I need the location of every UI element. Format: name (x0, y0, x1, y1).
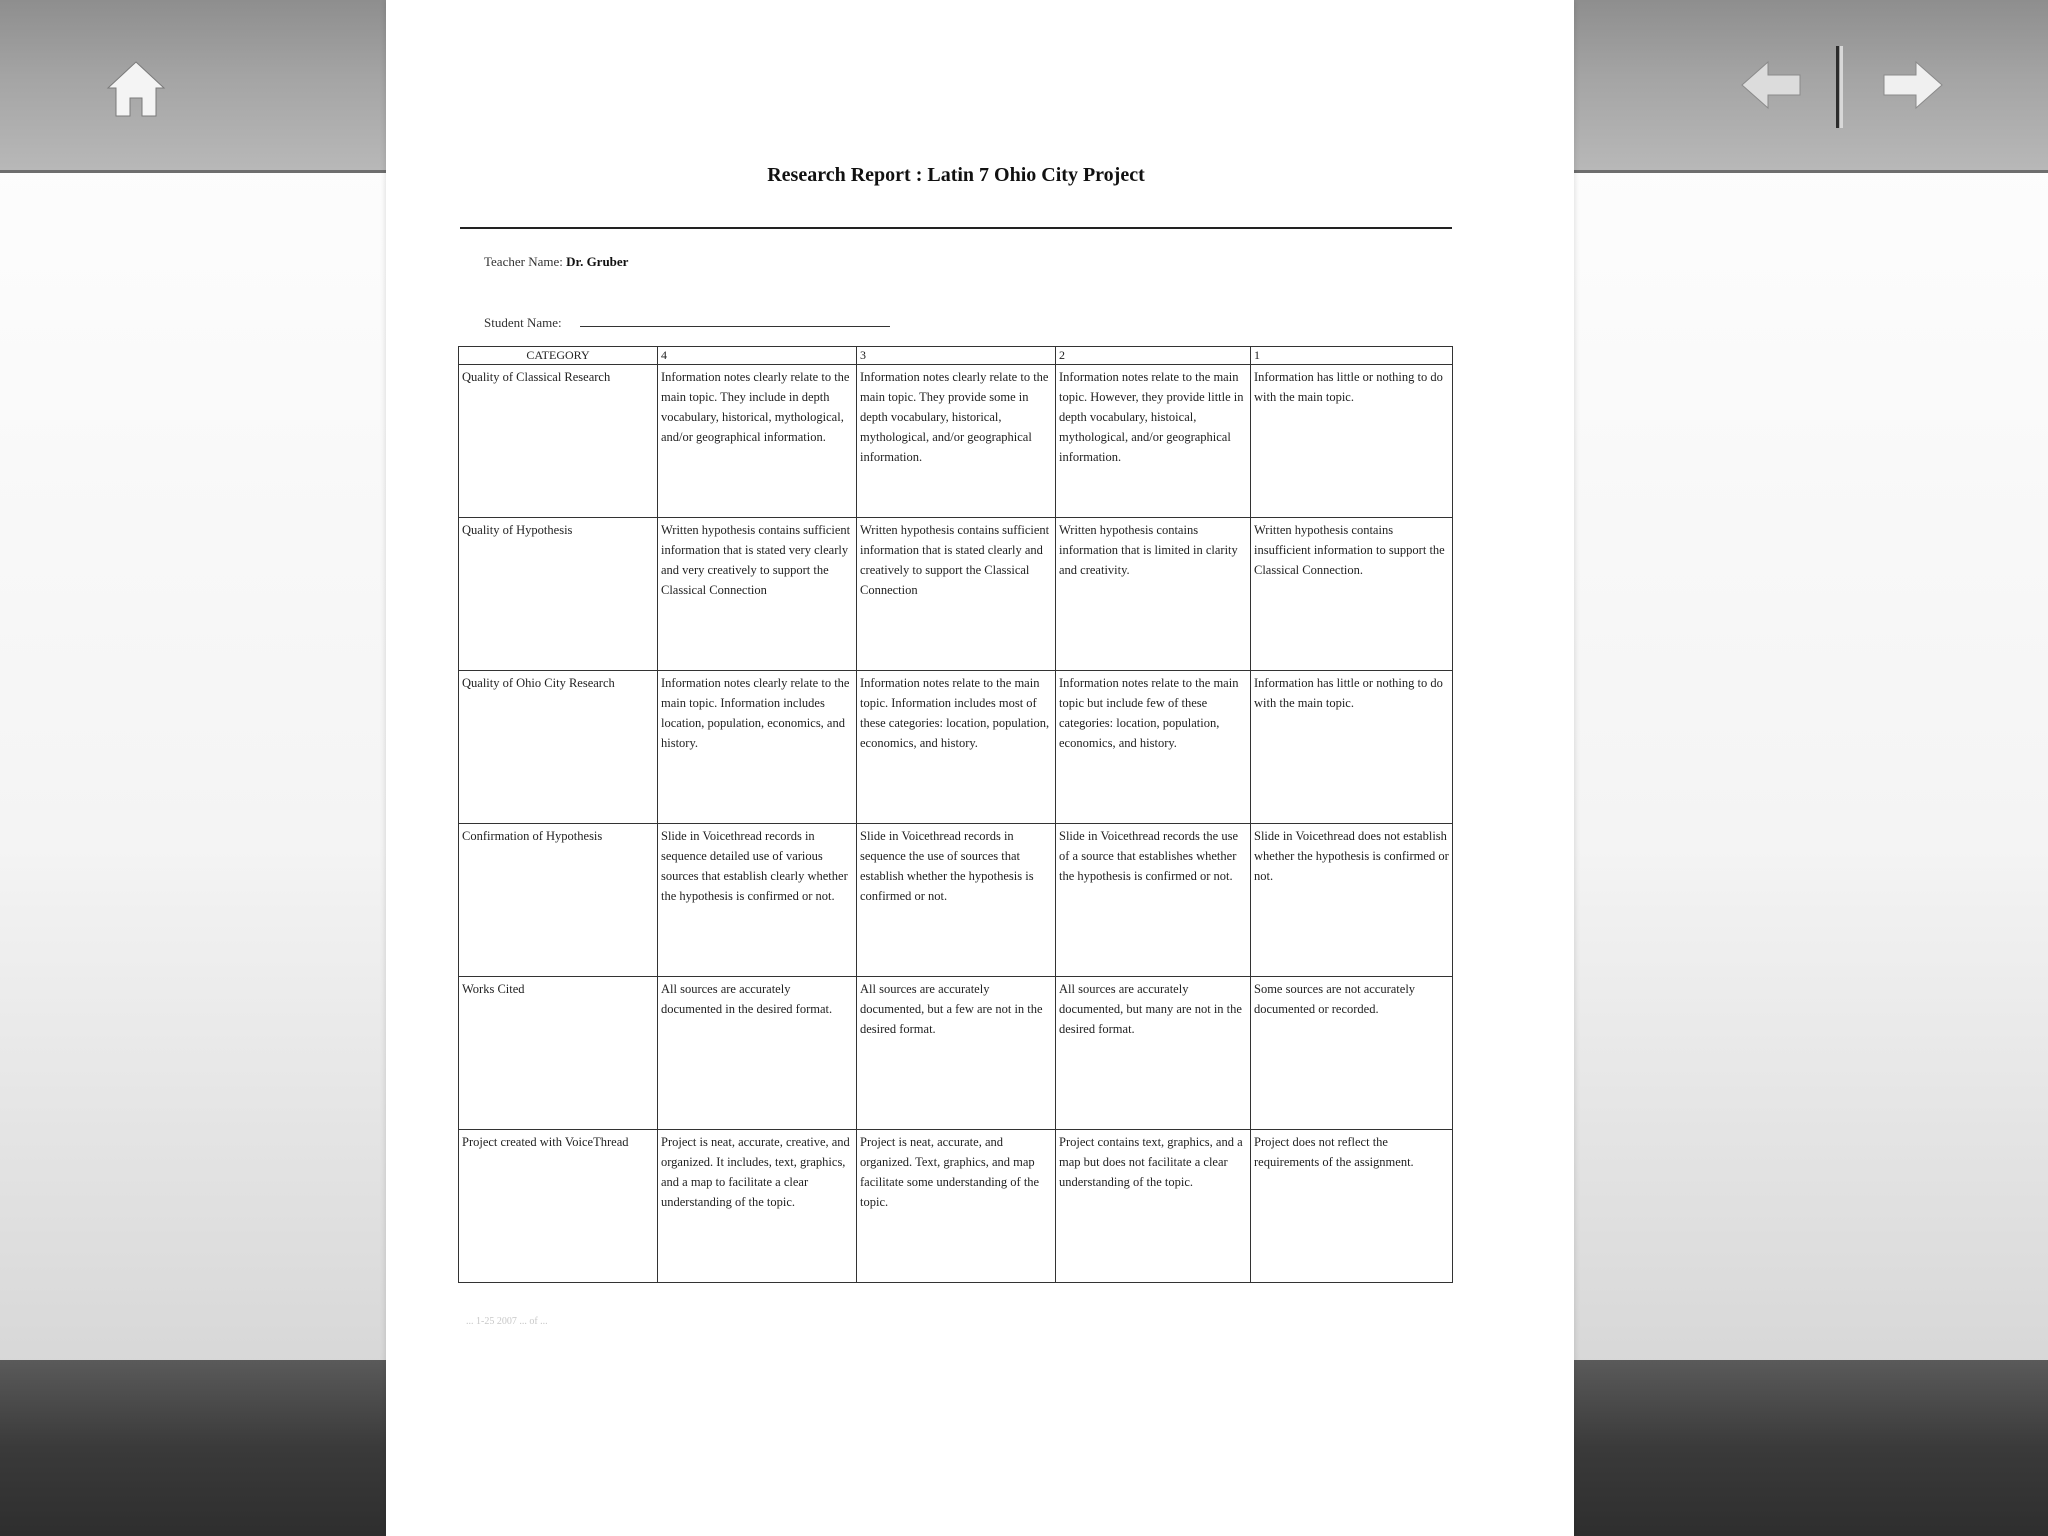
document-page (386, 0, 1574, 1536)
rubric-cell: Project is neat, accurate, creative, and organized. It includes, text, graphics, and a map to facilitate a clear understanding of the topic. (658, 1130, 857, 1283)
rubric-row (459, 1130, 1453, 1283)
teacher-label: Teacher Name: (484, 254, 563, 269)
document-title: Research Report : Latin 7 Ohio City Project (767, 164, 1145, 186)
rubric-cell: Information notes clearly relate to the main topic. They include in depth vocabulary, historical, mythological, and/or geographical information. (658, 365, 857, 518)
rubric-cell: Project is neat, accurate, and organized. Text, graphics, and map facilitate some understanding of the topic. (857, 1130, 1056, 1283)
row-category: Quality of Hypothesis (459, 518, 658, 671)
rubric-cell: Slide in Voicethread records in sequence detailed use of various sources that establish clearly whether the hypothesis is confirmed or not. (658, 824, 857, 977)
arrow-left-icon[interactable] (1740, 60, 1802, 110)
rubric-row (459, 518, 1453, 671)
row-category: Project created with VoiceThread (459, 1130, 658, 1283)
student-name-line (580, 314, 890, 327)
rubric-cell: All sources are accurately documented, but a few are not in the desired format. (857, 977, 1056, 1130)
rubric-cell: Project does not reflect the requirements of the assignment. (1251, 1130, 1453, 1283)
header-score-3: 3 (857, 347, 1056, 365)
home-icon[interactable] (104, 58, 168, 120)
row-category: Confirmation of Hypothesis (459, 824, 658, 977)
row-category: Quality of Ohio City Research (459, 671, 658, 824)
rubric-row (459, 365, 1453, 518)
rubric-cell: Some sources are not accurately documented or recorded. (1251, 977, 1453, 1130)
rubric-cell: Slide in Voicethread does not establish whether the hypothesis is confirmed or not. (1251, 824, 1453, 977)
row-category: Quality of Classical Research (459, 365, 658, 518)
student-label: Student Name: (484, 315, 562, 330)
rubric-row (459, 671, 1453, 824)
rubric-cell: Information notes clearly relate to the main topic. Information includes location, population, economics, and history. (658, 671, 857, 824)
teacher-name (484, 254, 628, 270)
header-category: CATEGORY (459, 347, 658, 365)
header-score-4: 4 (658, 347, 857, 365)
rubric-cell: Slide in Voicethread records the use of a source that establishes whether the hypothesis is confirmed or not. (1056, 824, 1251, 977)
rubric-cell: Information notes relate to the main topic. Information includes most of these categories: location, population, economics, and history. (857, 671, 1056, 824)
rubric-cell: Slide in Voicethread records in sequence the use of sources that establish whether the hypothesis is confirmed or not. (857, 824, 1056, 977)
rubric-cell: Information has little or nothing to do with the main topic. (1251, 671, 1453, 824)
rubric-row (459, 977, 1453, 1130)
header-score-1: 1 (1251, 347, 1453, 365)
rubric-cell: Written hypothesis contains sufficient information that is stated very clearly and very creatively to support the Classical Connection (658, 518, 857, 671)
toolbar-separator (1836, 46, 1844, 128)
rubric-cell: Information has little or nothing to do with the main topic. (1251, 365, 1453, 518)
rubric-row (459, 824, 1453, 977)
rubric-cell: Information notes clearly relate to the main topic. They provide some in depth vocabulary, historical, mythological, and/or geographical information. (857, 365, 1056, 518)
rubric-cell: Project contains text, graphics, and a map but does not facilitate a clear understanding of the topic. (1056, 1130, 1251, 1283)
header-score-2: 2 (1056, 347, 1251, 365)
rubric-cell: All sources are accurately documented in the desired format. (658, 977, 857, 1130)
rubric-cell: Written hypothesis contains sufficient information that is stated clearly and creatively to support the Classical Connection (857, 518, 1056, 671)
student-name (484, 314, 890, 331)
rubric-cell: Information notes relate to the main topic. However, they provide little in depth vocabulary, histoical, mythological, and/or geographical information. (1056, 365, 1251, 518)
rubric-header-row (459, 347, 1453, 365)
rubric-cell: Written hypothesis contains insufficient information to support the Classical Connection. (1251, 518, 1453, 671)
arrow-right-icon[interactable] (1882, 60, 1944, 110)
row-category: Works Cited (459, 977, 658, 1130)
teacher-value: Dr. Gruber (566, 254, 629, 269)
rubric-cell: Written hypothesis contains information that is limited in clarity and creativity. (1056, 518, 1251, 671)
title-rule (460, 227, 1452, 229)
footer-note: ... 1-25 2007 ... of ... (466, 1316, 548, 1327)
rubric-cell: Information notes relate to the main topic but include few of these categories: location, population, economics, and history. (1056, 671, 1251, 824)
rubric-table (458, 346, 1453, 1283)
rubric-cell: All sources are accurately documented, but many are not in the desired format. (1056, 977, 1251, 1130)
